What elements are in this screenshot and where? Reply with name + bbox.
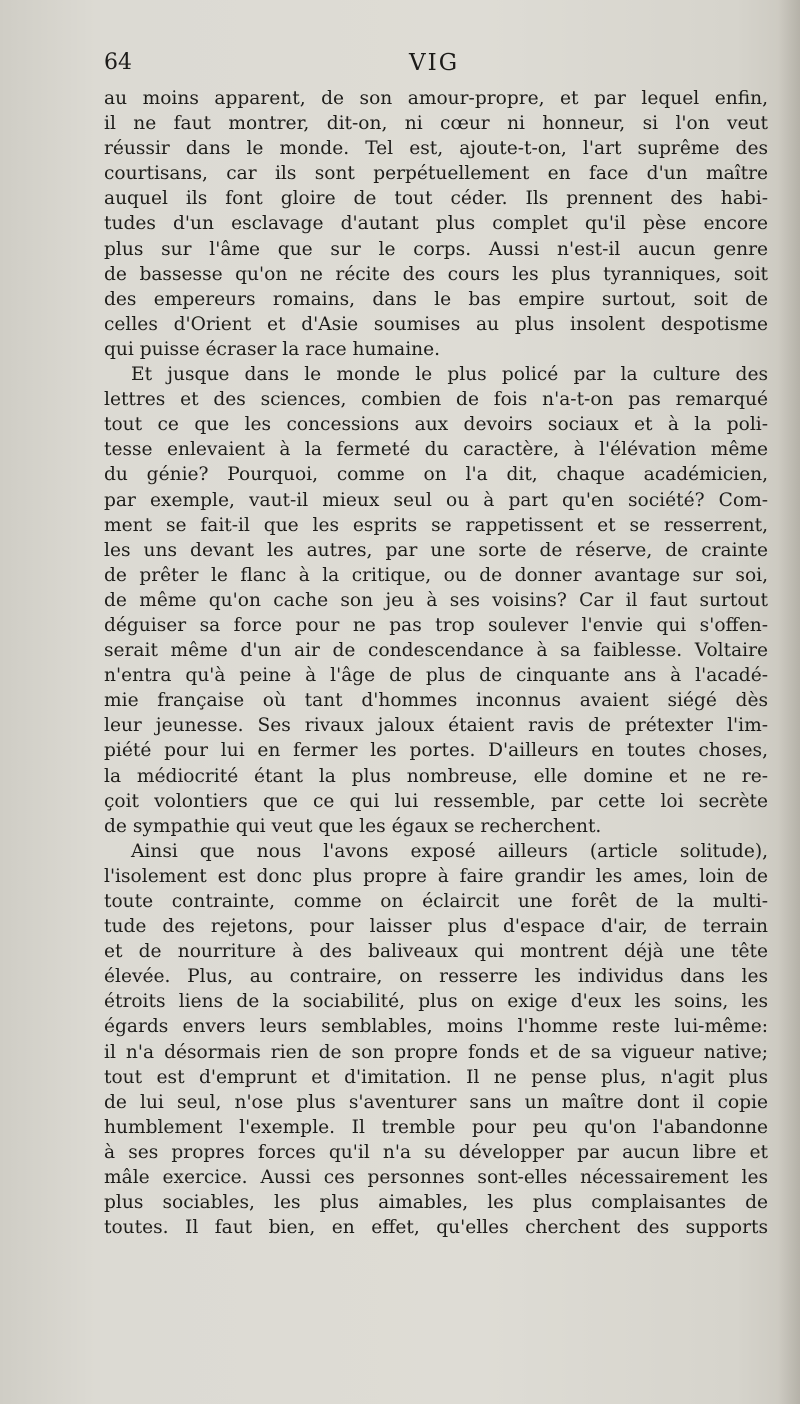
text-line: leur jeunesse. Ses rivaux jaloux étaient ravis de prétexter l'im- bbox=[104, 715, 768, 737]
text-line: à ses propres forces qu'il n'a su développer par aucun libre et bbox=[104, 1141, 768, 1163]
text-line: serait même d'un air de condescendance à sa faiblesse. Voltaire bbox=[104, 640, 768, 662]
paragraph bbox=[104, 839, 768, 1241]
text-line: de sympathie qui veut que les égaux se recherchent. bbox=[104, 815, 602, 837]
text-line: les uns devant les autres, par une sorte de réserve, de crainte bbox=[104, 539, 768, 561]
text-line: de bassesse qu'on ne récite des cours les plus tyranniques, soit bbox=[104, 263, 768, 285]
text-line: il ne faut montrer, dit-on, ni cœur ni honneur, si l'on veut bbox=[104, 113, 768, 135]
text-line: réussir dans le monde. Tel est, ajoute-t-on, l'art suprême des bbox=[104, 138, 768, 160]
text-line: toute contrainte, comme on éclaircit une forêt de la multi- bbox=[104, 891, 768, 912]
text-line: tout ce que les concessions aux devoirs sociaux et à la poli- bbox=[104, 414, 768, 436]
text-line: plus sociables, les plus aimables, les plus complaisantes de bbox=[104, 1192, 768, 1214]
text-line: élevée. Plus, au contraire, on resserre les individus dans les bbox=[104, 966, 768, 988]
text-line: n'entra qu'à peine à l'âge de plus de cinquante ans à l'acadé- bbox=[104, 665, 768, 687]
text-line: tude des rejetons, pour laisser plus d'espace d'air, de terrain bbox=[104, 916, 768, 938]
text-line: qui puisse écraser la race humaine. bbox=[104, 338, 441, 360]
text-line: il n'a désormais rien de son propre fonds et de sa vigueur native; bbox=[104, 1041, 768, 1063]
text-line: la médiocrité étant la plus nombreuse, elle domine et ne re- bbox=[104, 765, 768, 787]
text-line: toutes. Il faut bien, en effet, qu'elles cherchent des supports bbox=[104, 1217, 768, 1239]
text-line: auquel ils font gloire de tout céder. Ils prennent des habi- bbox=[104, 188, 768, 210]
running-head: VIG bbox=[409, 50, 460, 76]
text-line: de même qu'on cache son jeu à ses voisins? Car il faut surtout bbox=[104, 589, 768, 611]
text-line: lettres et des sciences, combien de fois n'a-t-on pas remarqué bbox=[104, 389, 768, 411]
text-line: étroits liens de la sociabilité, plus on exige d'eux les soins, les bbox=[104, 991, 768, 1013]
paragraph bbox=[104, 86, 768, 362]
text-line: mie française où tant d'hommes inconnus avaient siégé dès bbox=[104, 690, 768, 712]
text-line: Et jusque dans le monde le plus policé par la culture des bbox=[131, 364, 768, 386]
page-header bbox=[104, 50, 768, 84]
text-line: déguiser sa force pour ne pas trop soulever l'envie qui s'offen- bbox=[104, 614, 768, 636]
text-line: du génie? Pourquoi, comme on l'a dit, chaque académicien, bbox=[104, 464, 768, 486]
text-line: égards envers leurs semblables, moins l'homme reste lui-même: bbox=[104, 1016, 768, 1038]
text-line: des empereurs romains, dans le bas empire surtout, soit de bbox=[104, 288, 768, 310]
text-line: l'isolement est donc plus propre à faire grandir les ames, loin de bbox=[104, 865, 768, 887]
text-line: et de nourriture à des baliveaux qui montrent déjà une tête bbox=[104, 941, 768, 963]
text-line: piété pour lui en fermer les portes. D'ailleurs en toutes choses, bbox=[104, 740, 768, 762]
text-line: celles d'Orient et d'Asie soumises au plus insolent despotisme bbox=[104, 313, 768, 335]
text-line: humblement l'exemple. Il tremble pour peu qu'on l'abandonne bbox=[104, 1116, 768, 1138]
text-line: tout est d'emprunt et d'imitation. Il ne pense plus, n'agit plus bbox=[104, 1066, 768, 1088]
page-edge-shadow bbox=[778, 0, 800, 1404]
text-line: ment se fait-il que les esprits se rappetissent et se resserrent, bbox=[104, 514, 768, 536]
text-line: par exemple, vaut-il mieux seul ou à part qu'en société? Com- bbox=[104, 489, 768, 511]
page-number: 64 bbox=[104, 50, 132, 75]
text-line: tesse enlevaient à la fermeté du caractère, à l'élévation même bbox=[104, 439, 768, 461]
text-line: mâle exercice. Aussi ces personnes sont-elles nécessairement les bbox=[104, 1167, 768, 1189]
body-text bbox=[104, 86, 768, 1240]
text-line: courtisans, car ils sont perpétuellement en face d'un maître bbox=[104, 163, 768, 185]
text-line: Ainsi que nous l'avons exposé ailleurs (article solitude), bbox=[131, 840, 768, 862]
text-line: plus sur l'âme que sur le corps. Aussi n'est-il aucun genre bbox=[104, 238, 768, 260]
text-line: au moins apparent, de son amour-propre, et par lequel enfin, bbox=[104, 88, 768, 109]
text-line: de prêter le flanc à la critique, ou de donner avantage sur soi, bbox=[104, 564, 768, 586]
paragraph bbox=[104, 362, 768, 839]
text-line: de lui seul, n'ose plus s'aventurer sans un maître dont il copie bbox=[104, 1091, 768, 1113]
text-line: tudes d'un esclavage d'autant plus complet qu'il pèse encore bbox=[104, 213, 768, 235]
text-line: çoit volontiers que ce qui lui ressemble, par cette loi secrète bbox=[104, 790, 768, 812]
